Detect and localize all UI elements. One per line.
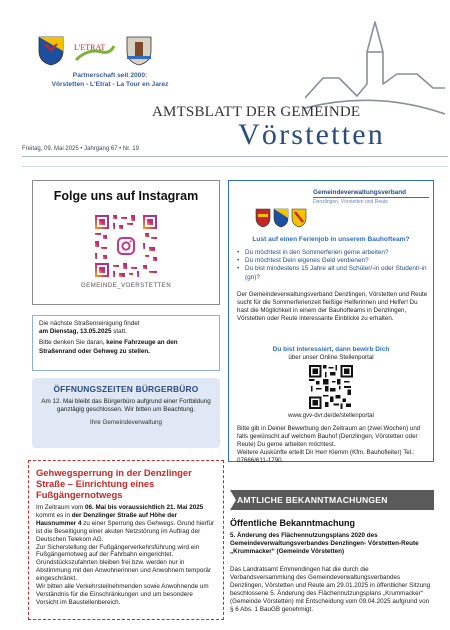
instagram-box	[32, 180, 220, 305]
instagram-title: Folge uns auf Instagram	[53, 189, 199, 203]
job-ad-bullet: • Du möchtest in den Sommerferien gerne arbeiten?	[237, 249, 427, 257]
job-ad-bullets	[237, 249, 427, 282]
announcement-item: 5. Änderung des Flächennutzungsplans 2020 des Gemeindeverwaltungsverbandes Denzlingen- Vörstetten-Reute „Krummacker“ (Gemeinde Vörstetten)	[230, 532, 419, 555]
announcements-bar-label: AMTLICHE BEKANNTMACHUNGEN	[237, 495, 388, 505]
job-ad-divider	[313, 197, 429, 198]
job-ad-url[interactable]: www.gvv-dvr.de/de/stellenportal	[288, 412, 374, 419]
partnership-label: Partnerschaft seit 2000:	[72, 72, 148, 79]
crest-la-tour-icon	[126, 36, 152, 66]
job-ad-crests	[255, 208, 311, 230]
job-ad-portal: über unser Online Stellenportal	[288, 354, 374, 361]
job-ad-contact: Weitere Auskünfte erteilt Dir Herr Klemm (Kfm. Bauhofleiter) Tel.: 07666/611-1790.	[237, 449, 415, 464]
road-closure-box	[28, 460, 224, 620]
instagram-icon	[115, 235, 137, 257]
announcement-body: Das Landratsamt Emmendingen hat die durch die Verbandsversammlung des Gemeindeverwaltungsverbandes Denzlingen, Vörstetten und Reute am 29.01.2025 in öffentlicher Sitzung beschlossene 5. Änderung des Flächennutzungsplans „Krummacker“ (Gemeinde Vörstetten) mit Entscheidung vom 09.04.2025 aufgrund von § 6 Abs. 1 BauGB genehmigt.	[230, 566, 431, 613]
header-divider	[22, 156, 448, 157]
road-closure-title: Gehwegsperrung in der Denzlinger Straße – Einrichtung eines Fußgängernotwegs	[36, 467, 192, 500]
town-name: Vörstetten	[238, 118, 385, 151]
bar-arrow-icon	[230, 490, 236, 510]
street-cleaning-box	[32, 315, 220, 371]
job-ad-bullet: • Du bist mindestens 15 Jahre alt und Schüler/-in oder Student/-in (gn)?	[237, 265, 427, 281]
gazette-title: AMTSBLATT DER GEMEINDE	[152, 104, 361, 120]
job-ad-box	[228, 180, 434, 462]
street-cleaning-note: Bitte denken Sie daran, keine Fahrzeuge an den Straßenrand oder Gehweg zu stellen.	[39, 339, 178, 355]
qr-code-icon[interactable]	[309, 365, 353, 409]
instagram-handle[interactable]: GEMEINDE_VOERSTETTEN	[80, 282, 172, 289]
job-ad-org-sub: Denzlingen, Vörstetten und Reute	[313, 199, 389, 205]
announcements-bar	[230, 490, 434, 510]
road-closure-p1: Im Zeitraum vom 06. Mai bis voraussichtlich 21. Mai 2025 kommt es in der Denzlinger Straße auf Höhe der Hausnummer 4 zu einer Sperrung des Gehwegs. Grund hierfür ist die Beseitigung einer akuten Netzstörung im Auftrag der Deutschen Telekom AG.	[36, 504, 215, 543]
office-hours-text: Am 12. Mai bleibt das Bürgerbüro aufgrund einer Fortbildung ganztägig geschlossen. Wir bitten um Beachtung.	[41, 398, 211, 414]
partnership-text	[20, 72, 200, 89]
road-closure-body	[36, 504, 216, 607]
street-cleaning-line1: Die nächste Straßenreinigung findet	[39, 320, 140, 327]
job-ad-apply: Bitte gib in Deiner Bewerbung den Zeitraum an (zwei Wochen) und falls gewünscht auf welchem Bauhof (Denzlingen, Vörstetten oder Reute) Du gerne arbeiten möchtest.	[237, 425, 421, 448]
issue-line: Freitag, 09. Mai 2025 • Jahrgang 67 • Nr. 19	[22, 146, 139, 152]
job-ad-bullet: • Du möchtest Dein eigenes Geld verdienen?	[237, 257, 427, 265]
street-cleaning-date: am Dienstag, 13.05.2025 statt.	[39, 328, 127, 336]
header-divider-2	[22, 166, 448, 167]
etrat-logo-icon	[72, 38, 116, 66]
crest-reute-icon	[291, 208, 307, 228]
office-hours-box	[32, 378, 220, 448]
crest-voerstetten-icon	[38, 36, 64, 66]
job-ad-org-name: Gemeindeverwaltungsverband	[313, 189, 407, 196]
etrat-logo-text: L'ETRAT	[74, 43, 106, 52]
office-hours-sign: Ihre Gemeindeverwaltung	[89, 418, 163, 426]
crest-denzlingen-icon	[255, 208, 271, 228]
announcement-title: Öffentliche Bekanntmachung	[230, 518, 356, 528]
job-ad-text: Der Gemeindeverwaltungsverband Denzlingen, Vörstetten und Reute sucht für die Sommerferienzeit fleißige Helferinnen und Helfer! Du hast die Möglichkeit in einem der Bauhofteams in Denzlingen, Vörstetten oder Reute interessante Einblicke zu erhalten.	[237, 291, 428, 322]
road-closure-p2: Zur Sicherstellung der Fußgängerverkehrsführung wird ein Fußgängernotweg auf der Fahrbahn eingerichtet. Grundstückszufahrten bleiben frei bzw. werden nur in Abstimmung mit den Anwohnerinnen und Anwohnern temporär eingeschränkt.	[36, 543, 212, 583]
office-hours-title: ÖFFNUNGSZEITEN BÜRGERBÜRO	[53, 384, 199, 394]
crest-voerstetten-small-icon	[273, 208, 289, 228]
partnership-towns: Vörstetten - L'Etrat - La Tour en Jarez	[51, 80, 169, 88]
job-ad-question: Lust auf einen Ferienjob in unserem Bauhofteam?	[252, 236, 410, 243]
job-ad-cta: Du bist interessiert, dann bewirb Dich	[272, 346, 390, 353]
road-closure-p3: Wir bitten alle Verkehrsteilnehmenden sowie Anwohnende um Verständnis für die Einschränkungen und um besondere Vorsicht im Baustellenbereich.	[36, 583, 209, 606]
